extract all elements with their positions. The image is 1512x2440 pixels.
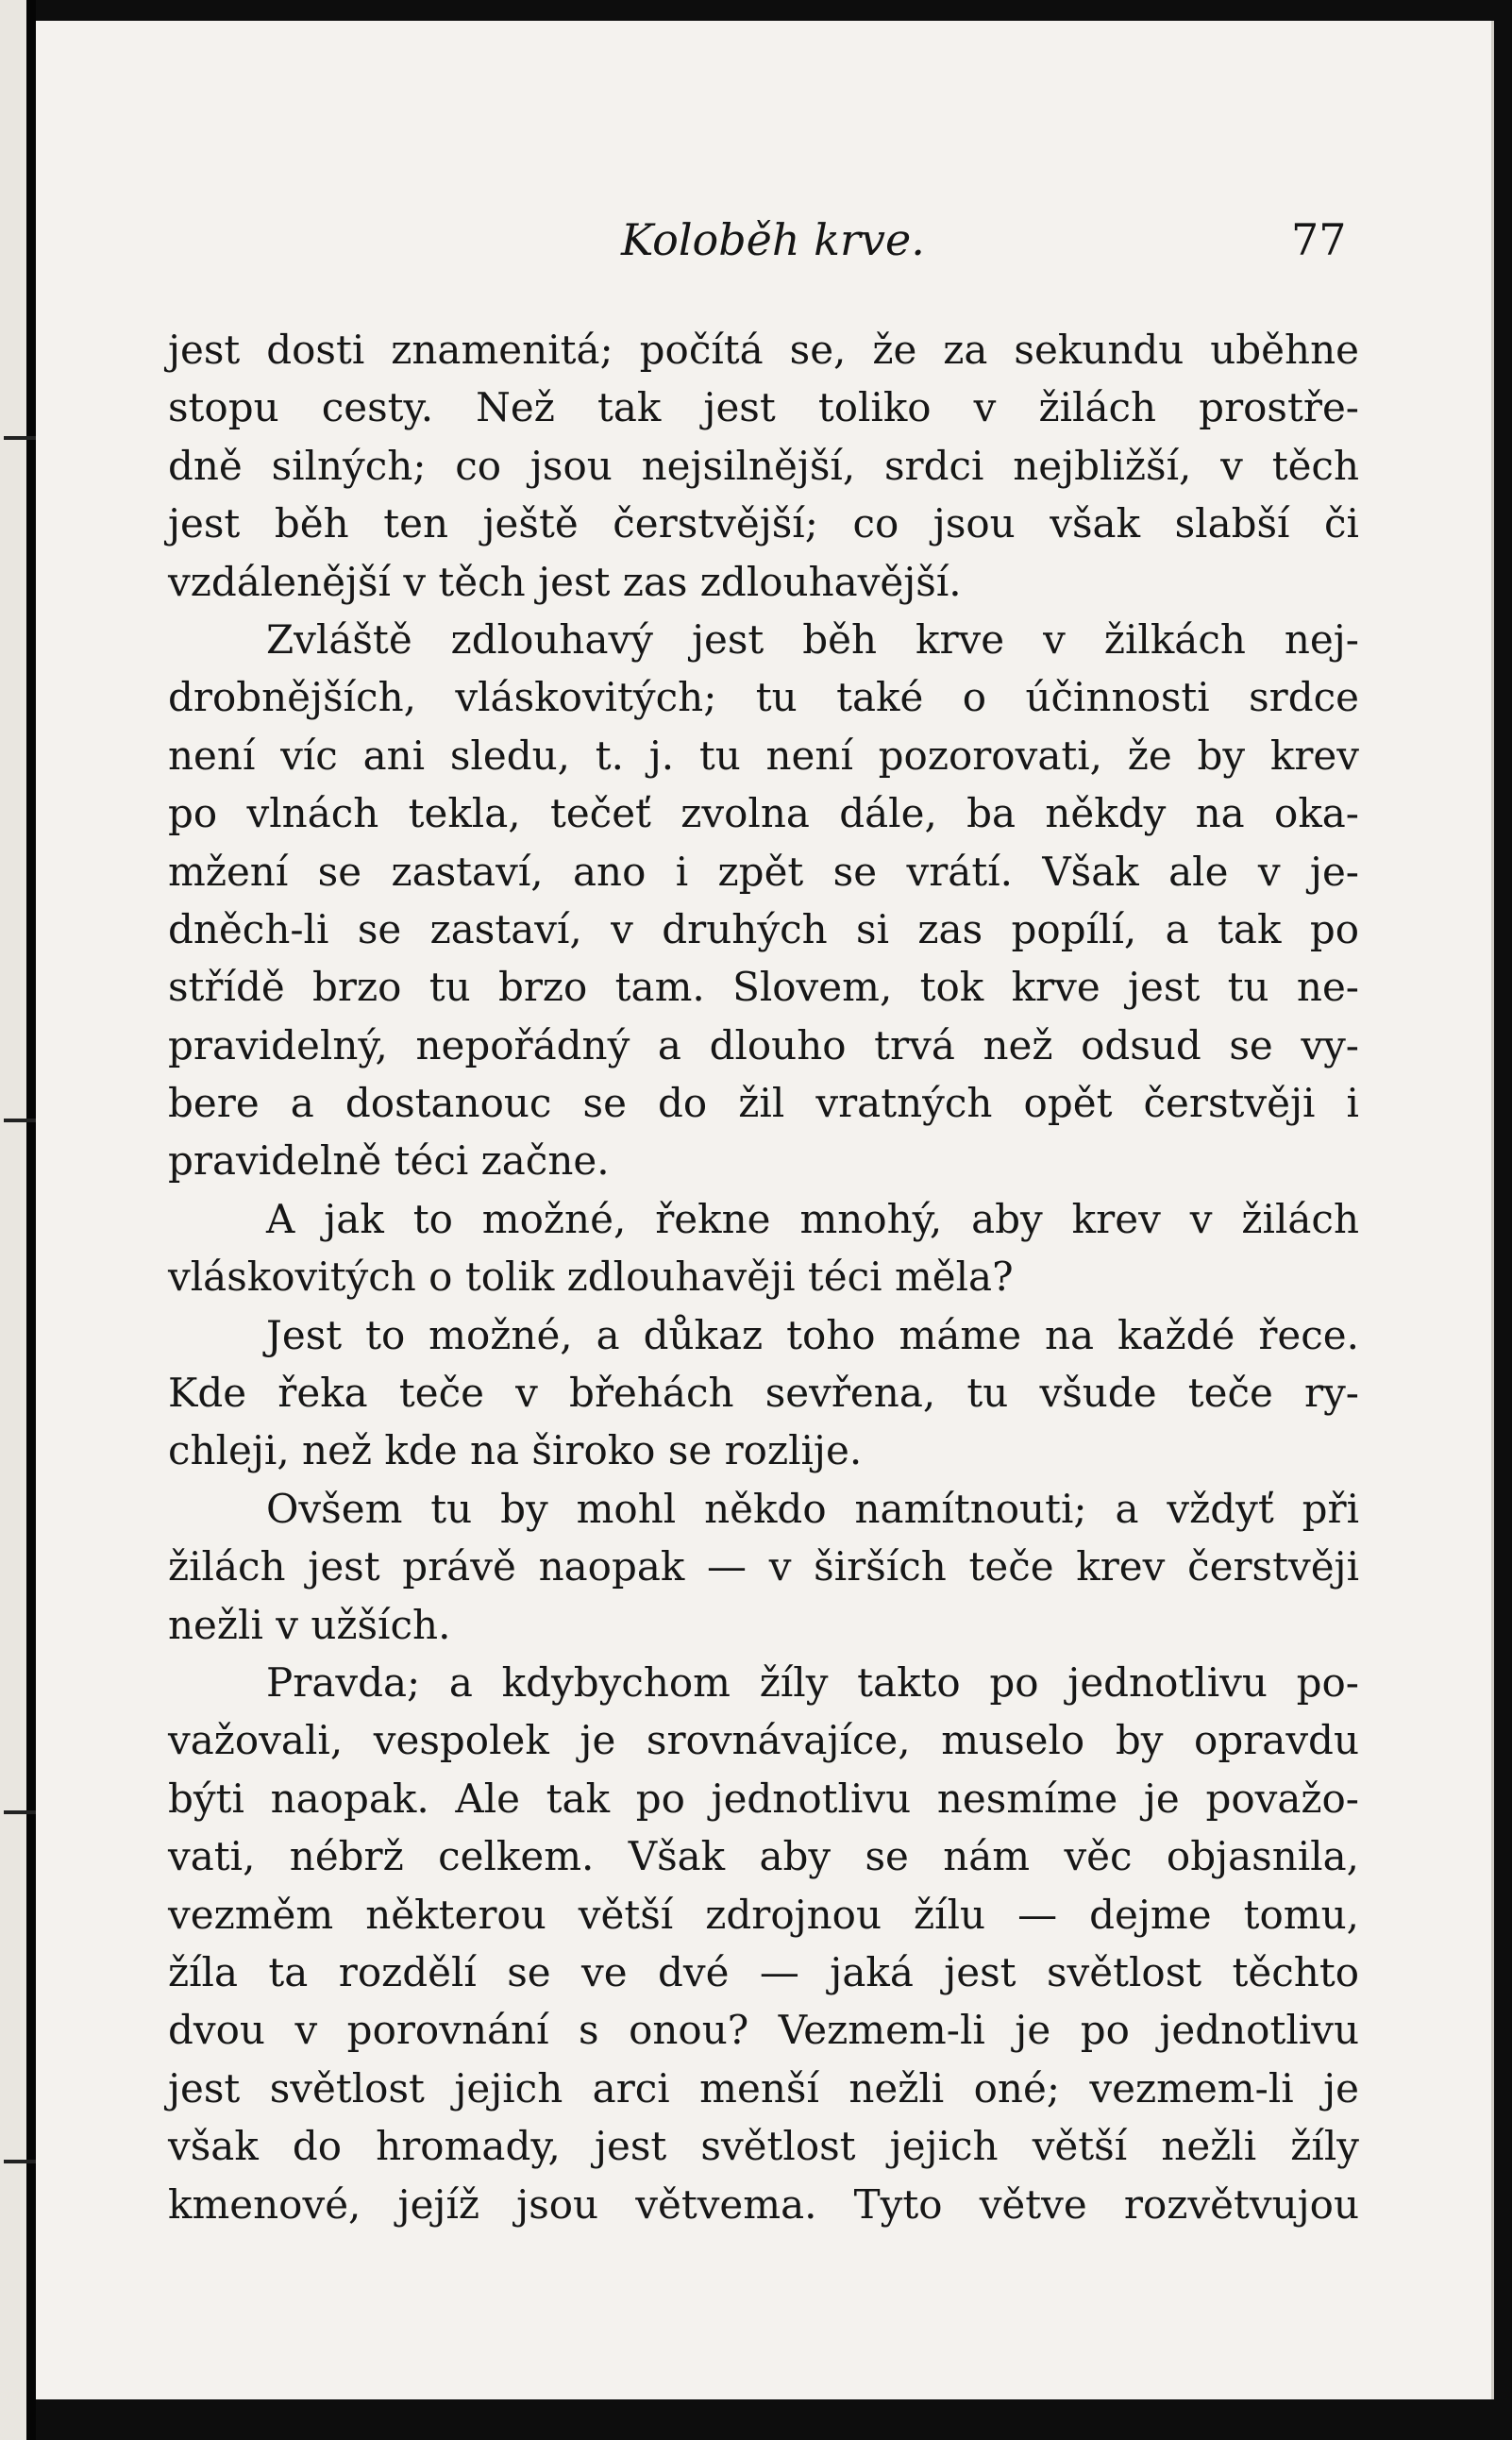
text-line: dně silných; co jsou nejsilnější, srdci nejbližší, v těch [168,442,1359,489]
text-line: po vlnách tekla, tečeť zvolna dále, ba někdy na oka- [168,790,1359,837]
text-line: však do hromady, jest světlost jejich větší nežli žíly [168,2123,1359,2170]
margin-mark [4,1119,36,1122]
margin-mark [4,2160,36,2163]
page-number: 77 [1291,214,1347,265]
text-line: drobnějších, vláskovitých; tu také o účinnosti srdce [168,674,1359,721]
text-line: pravidelně téci začne. [168,1137,610,1185]
text-line: vezměm některou větší zdrojnou žílu — dejme tomu, [168,1891,1359,1938]
text-line: jest běh ten ještě čerstvější; co jsou však slabší či [168,500,1359,547]
text-line: jest světlost jejich arci menší nežli oné; vezmem-li je [168,2064,1359,2112]
text-line: bere a dostanouc se do žil vratných opět čerstvěji i [168,1080,1359,1127]
text-line: Jest to možné, a důkaz toho máme na každé řece. [266,1311,1359,1358]
text-line: žilách jest právě naopak — v širších teče krev čerstvěji [168,1543,1359,1590]
margin-mark [4,1810,36,1814]
text-line: pravidelný, nepořádný a dlouho trvá než odsud se vy- [168,1021,1359,1069]
text-line: vzdálenější v těch jest zas zdlouhavější. [168,558,962,605]
text-line: Zvláště zdlouhavý jest běh krve v žilkách nej- [266,615,1359,663]
page-header [36,214,1491,290]
text-line: střídě brzo tu brzo tam. Slovem, tok krve jest tu ne- [168,964,1359,1011]
text-line: dvou v porovnání s onou? Vezmem-li je po jednotlivu [168,2007,1359,2054]
text-line: Kde řeka teče v břehách sevřena, tu všude teče ry- [168,1370,1359,1417]
text-line: chleji, než kde na široko se rozlije. [168,1427,863,1474]
text-line: není víc ani sledu, t. j. tu není pozorovati, že by krev [168,732,1359,779]
book-page [36,21,1491,2399]
text-line: Ovšem tu by mohl někdo namítnouti; a vždyť při [266,1485,1359,1532]
text-line: A jak to možné, řekne mnohý, aby krev v žilách [266,1195,1359,1242]
text-line: vati, nébrž celkem. Však aby se nám věc objasnila, [168,1833,1359,1880]
text-line: Pravda; a kdybychom žíly takto po jednotlivu po- [266,1658,1359,1706]
running-head: Koloběh krve. [621,214,925,265]
text-line: býti naopak. Ale tak po jednotlivu nesmíme je považo- [168,1775,1359,1822]
binding-margin [0,0,26,2440]
text-line: kmenové, jejíž jsou větvema. Tyto větve rozvětvujou [168,2180,1359,2228]
text-line: važovali, vespolek je srovnávajíce, muselo by opravdu [168,1717,1359,1764]
text-line: nežli v užších. [168,1601,451,1648]
text-line: jest dosti znamenitá; počítá se, že za sekundu uběhne [168,327,1359,373]
binding-shadow [26,0,36,2440]
body-text [168,321,1359,2233]
text-line: dněch-li se zastaví, v druhých si zas popílí, a tak po [168,905,1359,952]
text-line: žíla ta rozdělí se ve dvé — jaká jest světlost těchto [168,1948,1359,1995]
text-line: vláskovitých o tolik zdlouhavěji téci měla? [168,1254,1014,1301]
text-line: mžení se zastaví, ano i zpět se vrátí. Však ale v je- [168,848,1359,895]
text-line: stopu cesty. Než tak jest toliko v žilách prostře- [168,384,1359,431]
margin-mark [4,436,36,440]
